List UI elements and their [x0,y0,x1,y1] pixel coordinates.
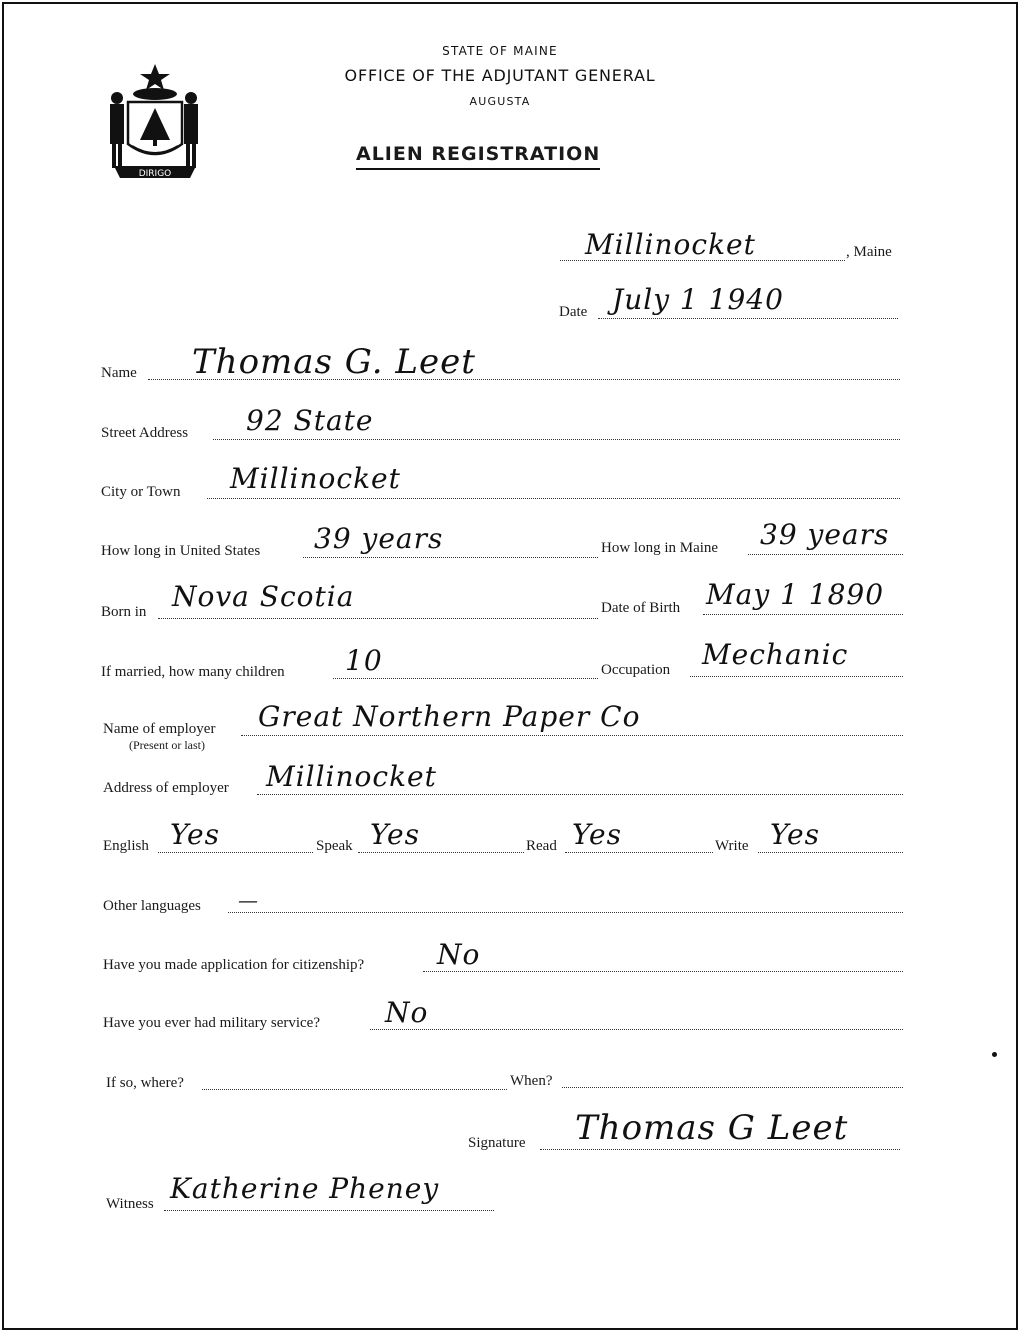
maine-state-seal [100,60,210,185]
occupation-label: Occupation [601,662,671,678]
read-value: Yes [572,818,622,851]
military-value: No [385,996,429,1029]
us-value: 39 years [314,522,444,555]
witness-label: Witness [106,1196,154,1212]
read-line [565,852,713,853]
read-label: Read [526,838,557,854]
date-label: Date [559,304,588,320]
dob-value: May 1 1890 [706,578,885,611]
dob-label: Date of Birth [601,600,681,616]
english-value: Yes [170,818,220,851]
children-line [333,678,598,679]
city-label: City or Town [101,484,181,500]
city-heading: AUGUSTA [469,95,531,108]
us-label: How long in United States [101,543,261,559]
born-line [158,618,598,619]
write-line [758,852,903,853]
other-languages-label: Other languages [103,898,201,914]
speak-value: Yes [370,818,420,851]
english-line [158,852,313,853]
employer-address-label: Address of employer [103,780,229,796]
employer-address-value: Millinocket [266,760,437,793]
write-value: Yes [770,818,820,851]
place-suffix: , Maine [846,244,892,260]
military-line [370,1029,903,1030]
city-line [207,498,900,499]
where-line [202,1089,507,1090]
employer-value: Great Northern Paper Co [258,700,641,733]
name-value: Thomas G. Leet [192,342,476,382]
employer-label: Name of employer [103,721,216,737]
state-heading: STATE OF MAINE [442,44,558,58]
maine-value: 39 years [760,518,890,551]
employer-line [241,735,903,736]
speak-line [358,852,524,853]
city-value: Millinocket [230,462,401,495]
name-label: Name [101,365,137,381]
employer-address-line [257,794,903,795]
employer-sublabel: (Present or last) [129,738,205,752]
born-value: Nova Scotia [172,580,355,613]
maine-label: How long in Maine [601,540,719,556]
form-title: ALIEN REGISTRATION [356,143,600,170]
other-languages-line [228,912,903,913]
other-languages-value: — [238,888,259,912]
write-label: Write [715,838,749,854]
signature-value: Thomas G Leet [575,1108,849,1148]
date-value: July 1 1940 [612,283,784,316]
signature-line [540,1149,900,1150]
where-label: If so, where? [106,1075,184,1091]
us-line [303,557,598,558]
speak-label: Speak [316,838,353,854]
when-label: When? [510,1073,553,1089]
date-line [598,318,898,319]
citizenship-line [423,971,903,972]
street-line [213,439,900,440]
military-label: Have you ever had military service? [103,1015,320,1031]
street-value: 92 State [246,404,374,437]
occupation-value: Mechanic [702,638,849,671]
office-heading: OFFICE OF THE ADJUTANT GENERAL [344,66,656,85]
signature-label: Signature [468,1135,526,1151]
scan-speck [992,1052,997,1057]
citizenship-label: Have you made application for citizenship? [103,957,365,973]
children-label: If married, how many children [101,664,285,680]
svg-text:DIRIGO: DIRIGO [138,169,172,179]
occupation-line [690,676,903,677]
witness-line [164,1210,494,1211]
place-value: Millinocket [585,228,756,261]
maine-line [748,554,903,555]
dob-line [703,614,903,615]
witness-value: Katherine Pheney [170,1172,440,1205]
born-label: Born in [101,604,147,620]
english-label: English [103,838,149,854]
when-line [562,1087,903,1088]
street-label: Street Address [101,425,189,441]
children-value: 10 [345,644,383,677]
citizenship-value: No [437,938,481,971]
